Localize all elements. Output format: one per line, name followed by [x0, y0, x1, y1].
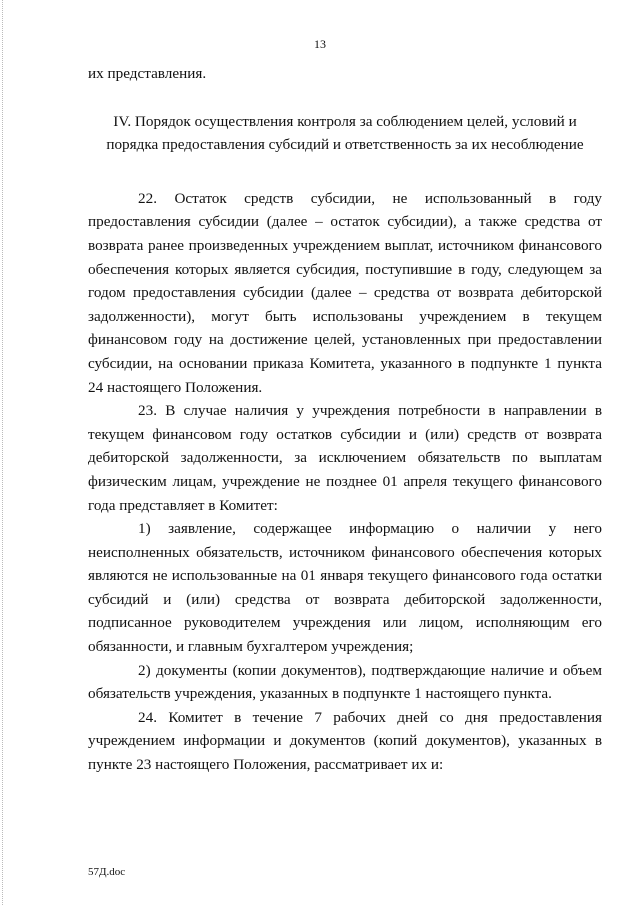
section-heading: IV. Порядок осуществления контроля за соблюдением целей, условий и порядка предоставления субсидий и ответственность за их несоблюдение	[106, 112, 584, 154]
subitem-23-1: 1) заявление, содержащее информацию о наличии у него неисполненных обязательств, источником финансового обеспечения которых являются не использованные на 01 января текущего финансового года остатки субсидий и (или) средства от возврата дебиторской задолженности, подписанное руководителем учреждения или лицом, исполняющим его обязанности, и главным бухгалтером учреждения;	[88, 520, 602, 656]
footer-filename: 57Д.doc	[88, 866, 126, 878]
paragraph-23: 23. В случае наличия у учреждения потребности в направлении в текущем финансовом году остатков субсидии и (или) средств от возврата дебиторской задолженности, за исключением обязательств по выплатам физическим лицам, учреждение не позднее 01 апреля текущего финансового года представляет в Комитет:	[88, 402, 602, 514]
paragraph-24: 24. Комитет в течение 7 рабочих дней со дня предоставления учреждением информации и документов (копий документов), указанных в пункте 23 настоящего Положения, рассматривает их и:	[88, 708, 602, 774]
scan-edge-line	[2, 0, 4, 905]
page-number: 13	[314, 37, 326, 51]
paragraph-22: 22. Остаток средств субсидии, не использованный в году предоставления субсидии (далее – остаток субсидии), а также средства от возврата ранее произведенных учреждением выплат, источником финансового обеспечения которых является субсидия, поступившие в году, следующем за годом предоставления субсидии (далее – средства от возврата дебиторской задолженности), могут быть использованы учреждением в текущем финансовом году на достижение целей, установленных при предоставлении субсидии, на основании приказа Комитета, указанного в подпункте 1 пункта 24 настоящего Положения.	[88, 189, 602, 396]
document-body	[88, 62, 602, 777]
continuation-text: их представления.	[88, 65, 207, 82]
subitem-23-2: 2) документы (копии документов), подтверждающие наличие и объем обязательств учреждения, указанных в подпункте 1 настоящего пункта.	[88, 661, 602, 703]
